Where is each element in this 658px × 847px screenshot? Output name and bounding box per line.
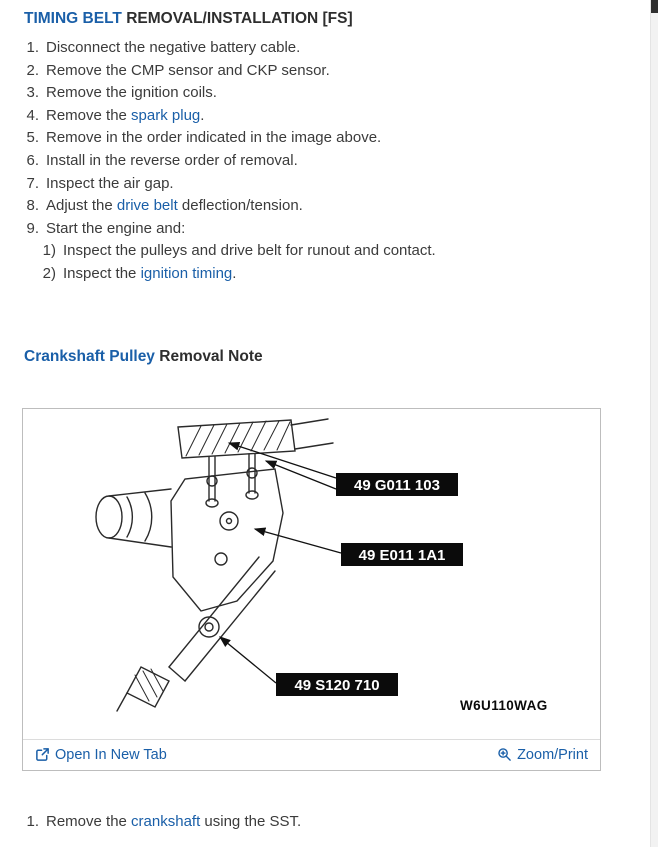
step-number: 9. <box>26 219 39 237</box>
step-number: 7. <box>26 174 39 192</box>
step-9 <box>24 218 650 241</box>
section-title-rest: Removal Note <box>159 347 263 365</box>
substep-number: 2) <box>42 264 56 282</box>
step-7 <box>24 173 650 196</box>
step-8 <box>24 195 650 218</box>
crankshaft-pulley-diagram <box>23 409 600 739</box>
page-title-rest: REMOVAL/INSTALLATION [FS] <box>126 10 353 27</box>
step-number: 2. <box>26 61 39 79</box>
crankshaft-pulley-link[interactable]: Crankshaft Pulley <box>24 347 155 365</box>
bottom-step <box>24 811 650 834</box>
substep-text-post: . <box>232 264 237 282</box>
sst-label-3-arrow <box>220 637 276 683</box>
step-4 <box>24 105 650 128</box>
open-in-new-tab-icon <box>35 747 50 762</box>
page-title <box>24 10 650 28</box>
step-number: 8. <box>26 197 39 215</box>
engine-line-art <box>96 419 333 711</box>
step-3 <box>24 82 650 105</box>
step-text: Disconnect the negative battery cable. <box>46 39 301 56</box>
sst-label-1-text: 49 G011 103 <box>354 476 440 494</box>
spark-plug-link[interactable]: spark plug <box>131 106 201 124</box>
zoom-print-label: Zoom/Print <box>517 746 588 763</box>
step-list <box>24 37 650 286</box>
step-number: 1. <box>26 39 39 56</box>
substep-1 <box>41 240 650 263</box>
step-text-post: using the SST. <box>200 812 302 830</box>
step-number: 1. <box>26 812 39 830</box>
open-in-new-tab-label: Open In New Tab <box>55 746 167 763</box>
sst-label-2-arrow <box>255 529 341 553</box>
substep-text: Inspect the pulleys and drive belt for runout and contact. <box>63 242 436 260</box>
step-number: 3. <box>26 84 39 102</box>
step-1 <box>24 37 650 60</box>
step-text-pre: Remove the <box>46 812 132 830</box>
step-text: Remove in the order indicated in the image above. <box>46 129 382 147</box>
substep-text-pre: Inspect the <box>63 264 141 282</box>
sst-labels <box>220 443 463 696</box>
timing-belt-link[interactable]: TIMING BELT <box>24 10 122 27</box>
step-text: Remove the CMP sensor and CKP sensor. <box>46 61 330 79</box>
sst-label-2-text: 49 E011 1A1 <box>358 546 446 564</box>
step-text: Install in the reverse order of removal. <box>46 151 298 169</box>
step-text-post: deflection/tension. <box>177 197 303 215</box>
scrollbar-thumb[interactable] <box>651 0 658 13</box>
sst-label-3-text: 49 S120 710 <box>294 676 380 694</box>
ignition-timing-link[interactable]: ignition timing <box>140 264 233 282</box>
diagram-code: W6U110WAG <box>460 697 548 713</box>
section-title <box>24 348 650 366</box>
sst-label-3 <box>220 637 398 696</box>
drive-belt-link[interactable]: drive belt <box>116 197 178 215</box>
step-number: 5. <box>26 129 39 147</box>
substep-2 <box>41 263 650 286</box>
step-number: 6. <box>26 151 39 169</box>
step-text: Inspect the air gap. <box>46 174 174 192</box>
step-text: Start the engine and: <box>46 219 186 237</box>
diagram-area <box>23 409 600 739</box>
step-text <box>46 105 204 128</box>
step-text <box>46 811 301 834</box>
substep-number: 1) <box>42 242 56 260</box>
crankshaft-link[interactable]: crankshaft <box>131 812 201 830</box>
step-text-post: . <box>200 106 205 124</box>
substep-text <box>63 263 236 286</box>
step-text: Remove the ignition coils. <box>46 84 217 102</box>
step-text-pre: Remove the <box>46 106 132 124</box>
zoom-icon <box>497 747 512 762</box>
sst-label-2 <box>255 529 463 566</box>
step-2 <box>24 60 650 83</box>
sst-label-1 <box>229 443 458 496</box>
diagram-panel-footer <box>23 739 600 770</box>
step-5 <box>24 127 650 150</box>
step-text-pre: Adjust the <box>46 197 117 215</box>
step-6 <box>24 150 650 173</box>
step-number: 4. <box>26 106 39 124</box>
open-in-new-tab-link[interactable] <box>35 747 167 763</box>
scrollbar[interactable] <box>650 0 658 847</box>
zoom-print-link[interactable] <box>497 747 588 763</box>
step-text <box>46 195 303 218</box>
diagram-panel <box>22 408 601 771</box>
